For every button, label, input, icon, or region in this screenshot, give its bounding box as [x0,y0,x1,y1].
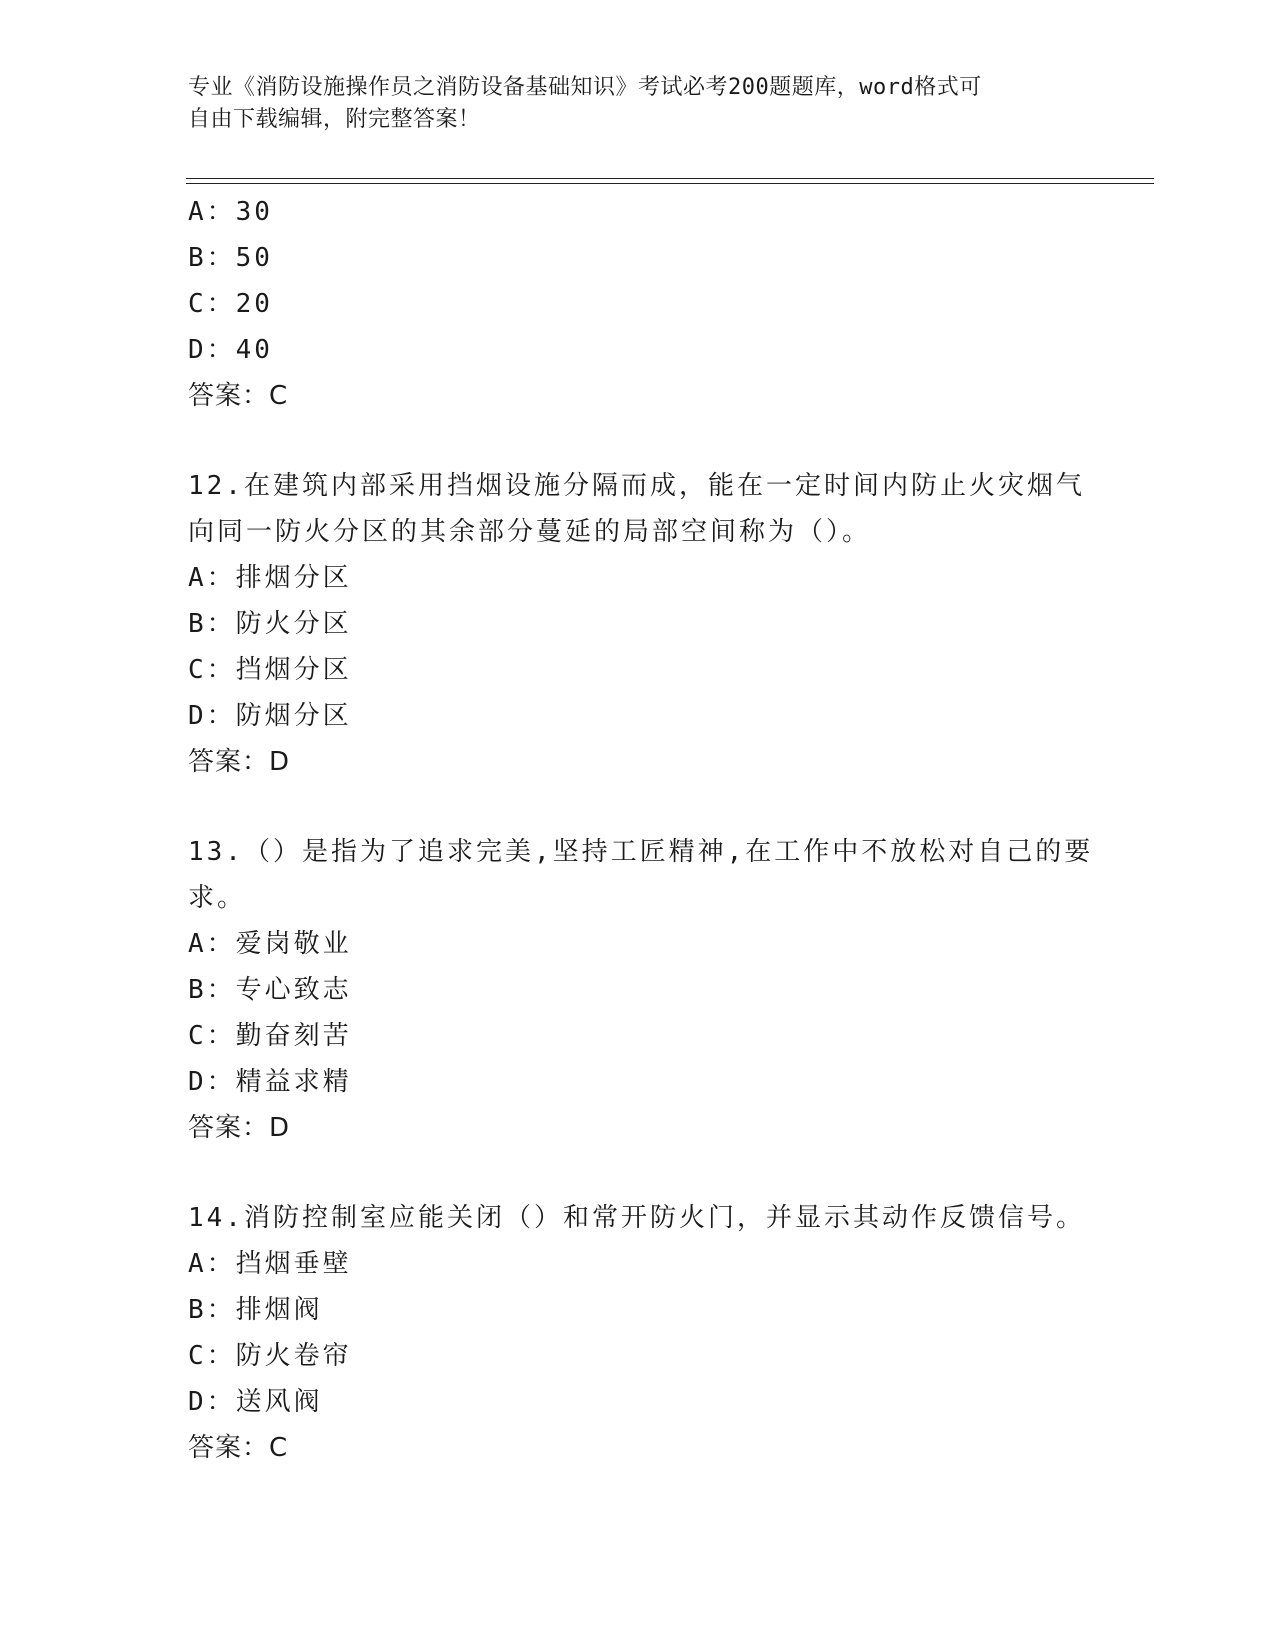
option-b: B：防火分区 [188,609,352,639]
option-a: A：排烟分区 [188,563,352,593]
answer: 答案：C [188,381,289,411]
option-b: B：专心致志 [188,975,352,1005]
answer: 答案：D [188,1113,291,1143]
header-divider-bottom [186,183,1154,184]
option-a: A：爱岗敬业 [188,929,352,959]
option-d: D：精益求精 [188,1067,352,1097]
question-13 [188,829,1094,1151]
answer: 答案：C [188,1433,289,1463]
option-c: C：防火卷帘 [188,1341,352,1371]
question-text-line-1: 14.消防控制室应能关闭（）和常开防火门，并显示其动作反馈信号。 [188,1203,1085,1233]
header-divider-top [186,178,1154,179]
header-line-2: 自由下载编辑，附完整答案！ [188,107,481,132]
option-c: C：20 [188,289,273,319]
question-14 [188,1195,1088,1471]
question-text-line-1: 12.在建筑内部采用挡烟设施分隔而成，能在一定时间内防止火灾烟气 [188,471,1085,501]
answer: 答案：D [188,747,291,777]
question-12 [188,463,1088,785]
option-b: B：排烟阀 [188,1295,323,1325]
question-text-line-2: 求。 [188,883,247,913]
question-11-tail [188,189,1088,419]
option-b: B：50 [188,243,273,273]
option-d: D：防烟分区 [188,701,352,731]
option-a: A：挡烟垂壁 [188,1249,352,1279]
document-body [188,189,1094,1471]
document-header [188,72,1088,136]
option-d: D：40 [188,335,273,365]
option-a: A：30 [188,197,273,227]
option-c: C：勤奋刻苦 [188,1021,352,1051]
header-line-1: 专业《消防设施操作员之消防设备基础知识》考试必考200题题库，word格式可 [188,75,982,100]
question-text-line-1: 13.（）是指为了追求完美,坚持工匠精神,在工作中不放松对自己的要 [188,837,1094,867]
option-c: C：挡烟分区 [188,655,352,685]
option-d: D：送风阀 [188,1387,323,1417]
question-text-line-2: 向同一防火分区的其余部分蔓延的局部空间称为（）。 [188,517,872,547]
